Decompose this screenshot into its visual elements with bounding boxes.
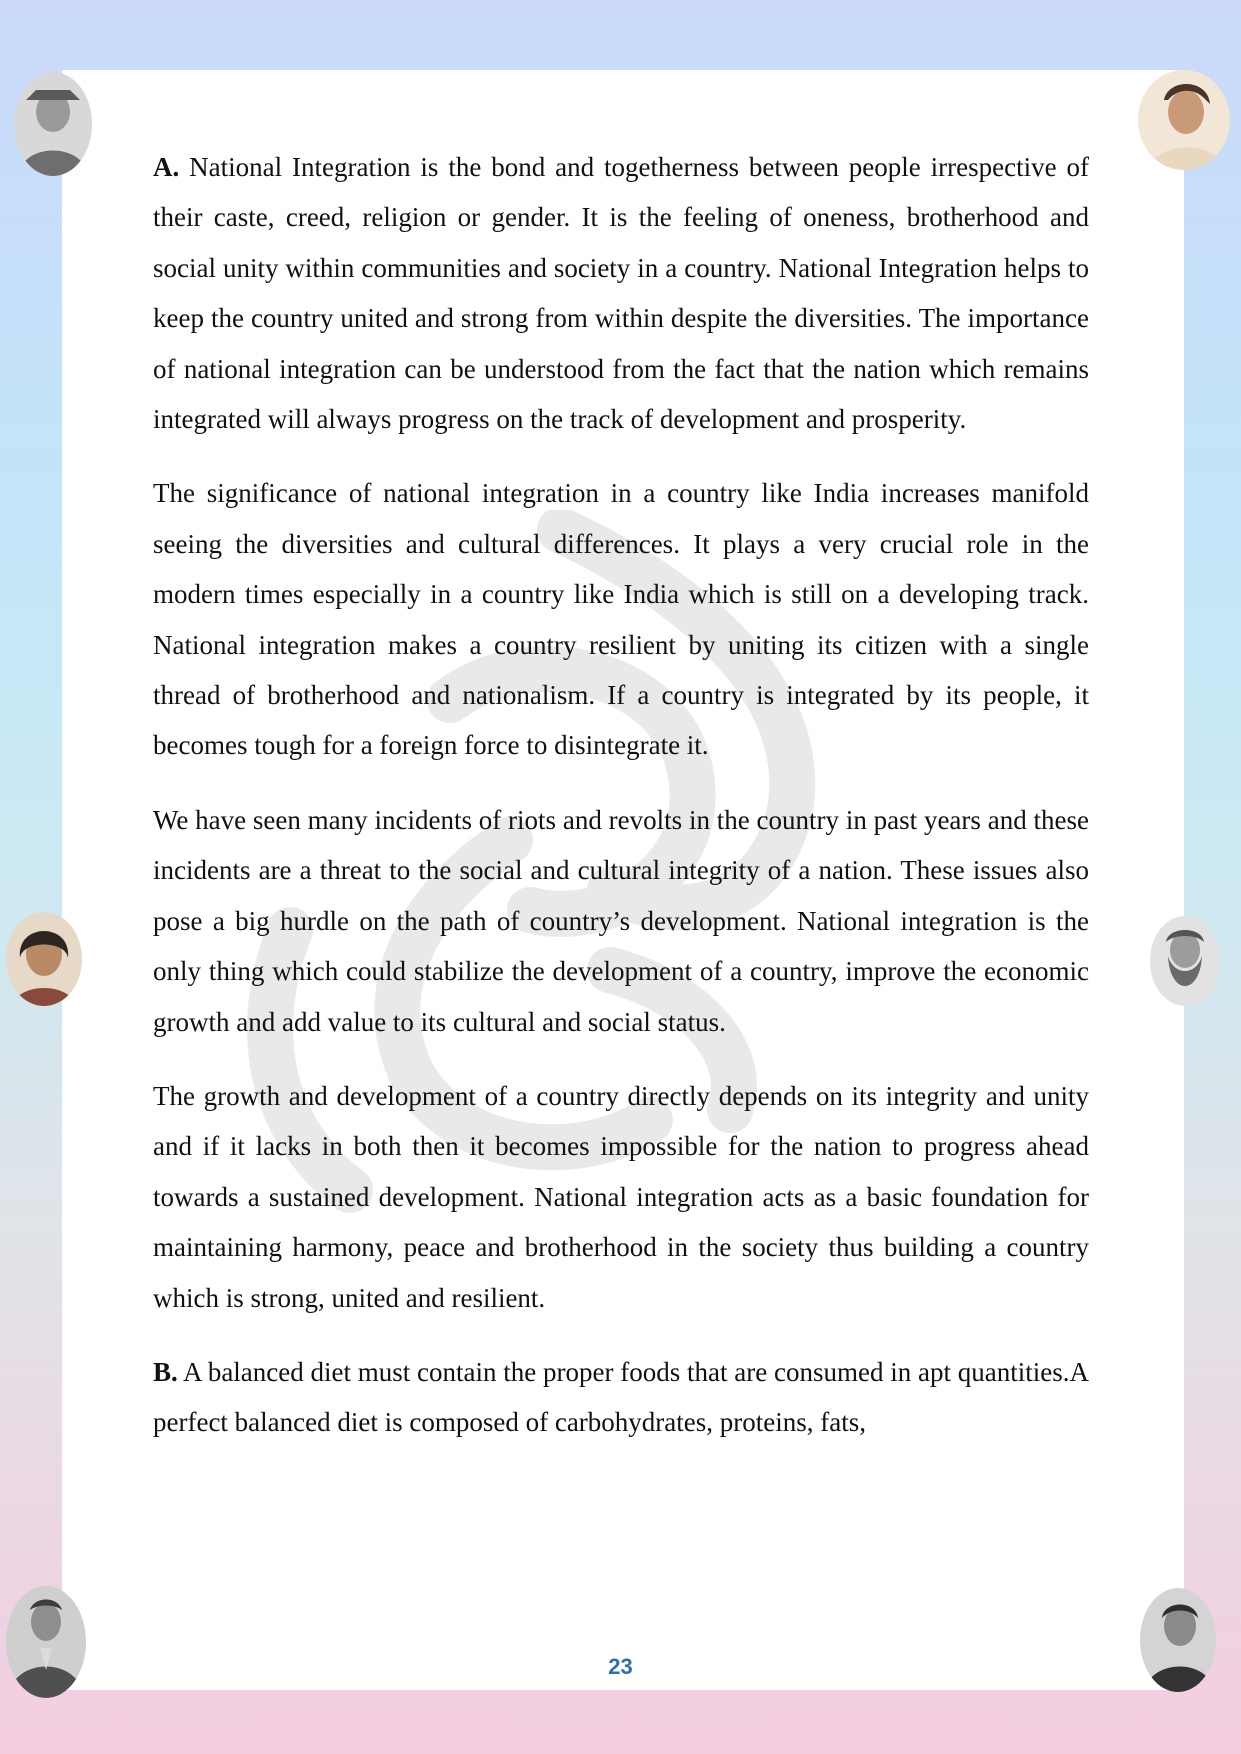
paragraph-text: We have seen many incidents of riots and revolts in the country in past years and these incidents are a threat to the social and cultural integrity of a nation. These issues also pose a big hurdle on the path of country’s development. National integration is the only thing which could stabilize the development of a country, improve the economic growth and add value to its cultural and social status. xyxy=(153,804,1089,1037)
paragraph-significance xyxy=(153,468,1089,770)
portrait-middle-left xyxy=(6,912,82,1006)
document-body xyxy=(153,142,1089,1472)
page-number: 23 xyxy=(608,1654,633,1679)
section-marker-b: B. xyxy=(153,1356,178,1387)
paragraph-incidents xyxy=(153,795,1089,1047)
section-marker-a: A. xyxy=(153,152,180,182)
paragraph-b xyxy=(153,1347,1089,1448)
portrait-middle-right xyxy=(1150,916,1220,1006)
paragraph-text: National Integration is the bond and togetherness between people irrespective of their caste, creed, religion or gender. It is the feeling of oneness, brotherhood and social unity within communities and society in a country. National Integration helps to keep the country united and strong from within despite the diversities. The importance of national integration can be understood from the fact that the nation which remains integrated will always progress on the track of development and prosperity. xyxy=(153,152,1089,435)
paragraph-growth xyxy=(153,1071,1089,1323)
portrait-bottom-left xyxy=(6,1586,86,1698)
portrait-top-left xyxy=(14,72,92,176)
paragraph-text: The growth and development of a country directly depends on its integrity and unity and if it lacks in both then it becomes impossible for the nation to progress ahead towards a sustained development. National integration acts as a basic foundation for maintaining harmony, peace and brotherhood in the society thus building a country which is strong, united and resilient. xyxy=(153,1080,1089,1313)
paragraph-text: The significance of national integration in a country like India increases manifold seeing the diversities and cultural differences. It plays a very crucial role in the modern times especially in a country like India which is still on a developing track. National integration makes a country resilient by uniting its citizen with a single thread of brotherhood and nationalism. If a country is integrated by its people, it becomes tough for a foreign force to disintegrate it. xyxy=(153,478,1089,761)
paragraph-a xyxy=(153,142,1089,444)
paragraph-text: A balanced diet must contain the proper foods that are consumed in apt quantities.A perfect balanced diet is composed of carbohydrates, proteins, fats, xyxy=(153,1356,1089,1438)
portrait-top-right xyxy=(1138,70,1230,170)
portrait-bottom-right xyxy=(1140,1588,1216,1692)
